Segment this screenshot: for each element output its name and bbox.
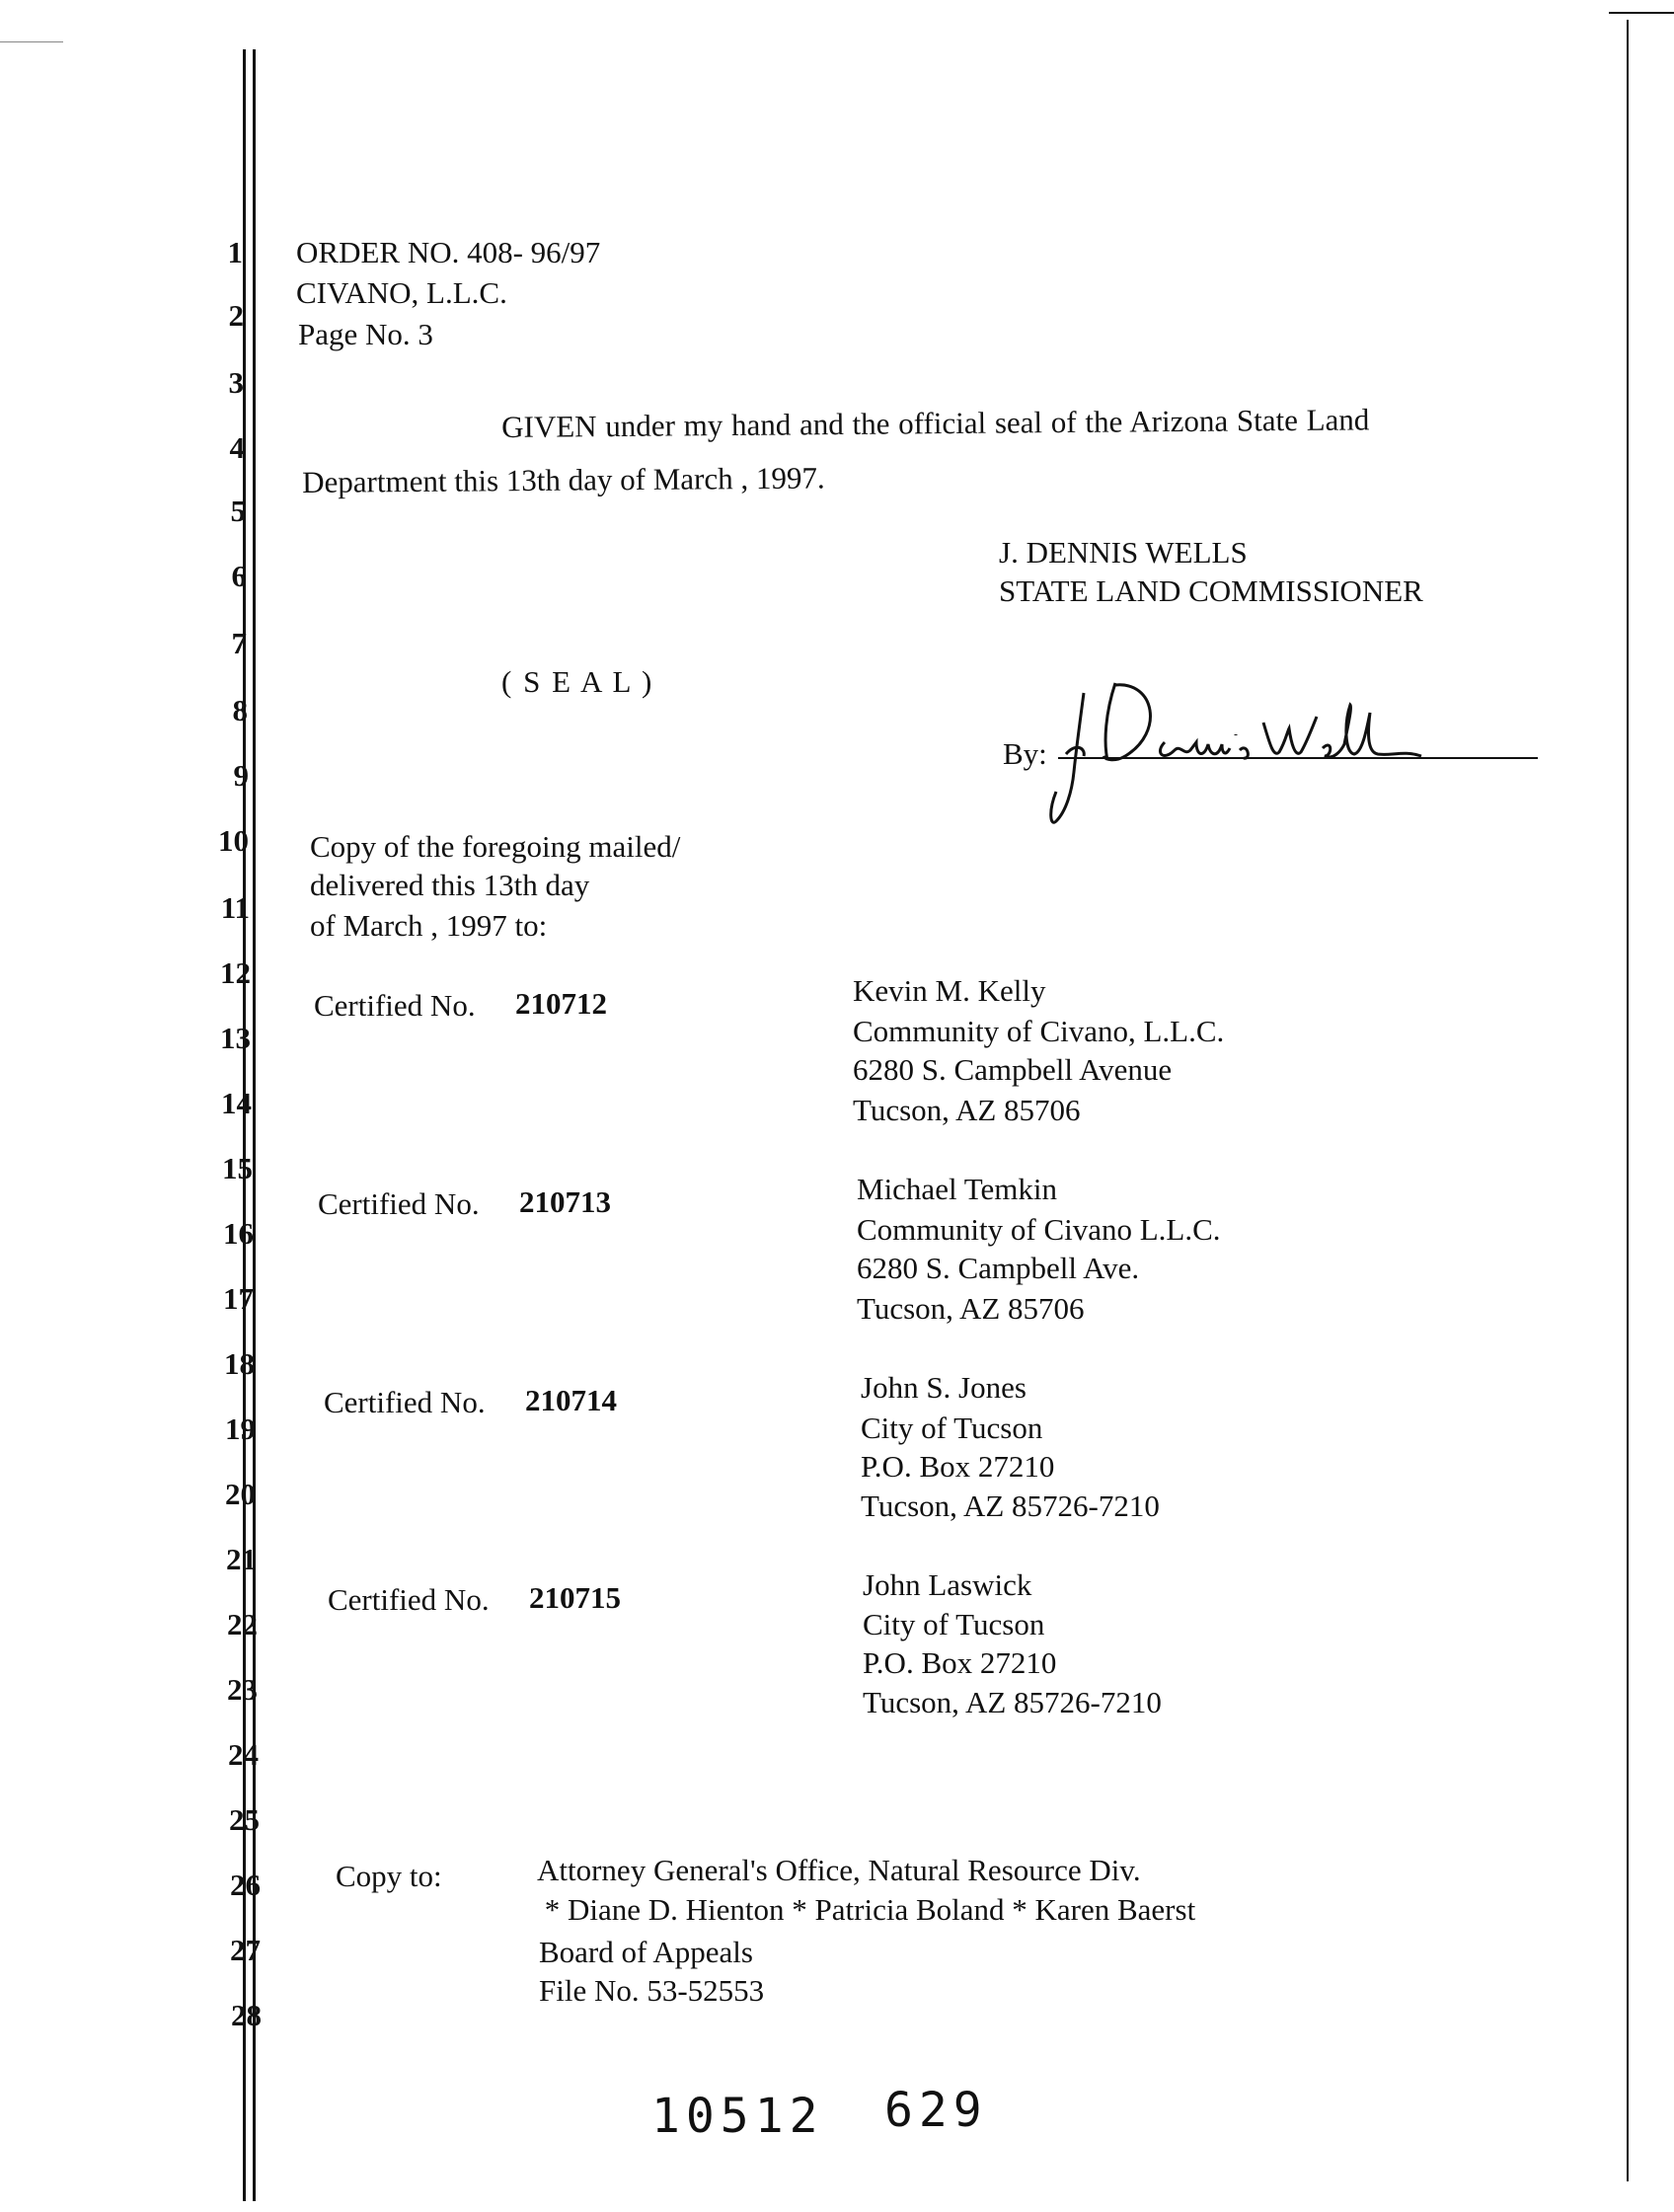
recipient-organization: City of Tucson: [861, 1411, 1043, 1445]
copy-notice-line-2: delivered this 13th day: [310, 868, 590, 902]
certified-number: 210715: [529, 1580, 621, 1615]
copy-to-line: Board of Appeals: [539, 1935, 753, 1969]
line-number: 28: [231, 1998, 262, 2032]
signatory-name: J. DENNIS WELLS: [999, 535, 1248, 570]
copy-notice-line-3: of March , 1997 to:: [310, 908, 548, 943]
recipient-city: Tucson, AZ 85726-7210: [863, 1685, 1162, 1719]
line-number: 12: [220, 955, 251, 990]
line-number: 19: [225, 1411, 256, 1446]
recipient-name: John S. Jones: [861, 1370, 1027, 1405]
scan-mark-right: [1609, 12, 1674, 14]
line-number: 23: [227, 1672, 258, 1707]
given-line-1: GIVEN under my hand and the official seal of the Arizona State Land: [501, 402, 1370, 444]
recipient-name: John Laswick: [863, 1567, 1032, 1602]
recipient-name: Michael Temkin: [857, 1172, 1058, 1206]
line-number: 10: [218, 823, 249, 858]
recipient-city: Tucson, AZ 85726-7210: [861, 1488, 1160, 1523]
signature-image: [1036, 673, 1451, 841]
line-number: 18: [224, 1346, 255, 1381]
line-number: 16: [223, 1216, 254, 1251]
scan-mark-left: [0, 41, 63, 42]
line-number: 14: [221, 1086, 252, 1120]
page-number: Page No. 3: [298, 317, 433, 351]
recipient-street: P.O. Box 27210: [861, 1449, 1055, 1484]
recipient-name: Kevin M. Kelly: [853, 973, 1046, 1008]
line-number: 26: [230, 1868, 261, 1902]
recipient-city: Tucson, AZ 85706: [857, 1291, 1085, 1326]
copy-notice-line-1: Copy of the foregoing mailed/: [310, 829, 681, 864]
line-number: 4: [229, 430, 245, 465]
line-number: 2: [228, 298, 244, 333]
certified-label: Certified No.: [328, 1582, 490, 1617]
recipient-organization: City of Tucson: [863, 1607, 1045, 1641]
line-number: 22: [227, 1607, 258, 1641]
copy-to-label: Copy to:: [336, 1859, 442, 1893]
line-number: 6: [231, 559, 247, 593]
recipient-street: 6280 S. Campbell Ave.: [857, 1251, 1140, 1285]
recipient-city: Tucson, AZ 85706: [853, 1093, 1081, 1127]
certified-number: 210714: [525, 1383, 617, 1417]
line-number: 25: [229, 1802, 260, 1837]
line-number: 13: [220, 1021, 251, 1055]
certified-number: 210712: [515, 986, 607, 1021]
certified-number: 210713: [519, 1184, 611, 1219]
line-number: 21: [226, 1542, 257, 1576]
recording-book-number: 10512: [651, 2089, 824, 2144]
line-number: 20: [225, 1477, 256, 1511]
order-number: ORDER NO. 408- 96/97: [296, 235, 601, 269]
line-number: 24: [228, 1737, 259, 1772]
recipient-organization: Community of Civano, L.L.C.: [853, 1014, 1225, 1048]
copy-to-line: Attorney General's Office, Natural Resource Div.: [537, 1853, 1141, 1887]
seal-placeholder: ( S E A L ): [501, 664, 654, 699]
recipient-street: 6280 S. Campbell Avenue: [853, 1052, 1173, 1087]
copy-to-line: * Diane D. Hienton * Patricia Boland * Karen Baerst: [537, 1892, 1196, 1927]
signatory-title: STATE LAND COMMISSIONER: [999, 573, 1423, 608]
line-number: 8: [232, 693, 248, 727]
line-number: 1: [227, 235, 243, 269]
line-number: 17: [223, 1281, 254, 1316]
line-number: 5: [230, 494, 246, 528]
recipient-organization: Community of Civano L.L.C.: [857, 1212, 1221, 1247]
given-line-2: Department this 13th day of March , 1997.: [302, 460, 825, 499]
line-number: 15: [222, 1151, 253, 1185]
line-number: 3: [228, 365, 244, 400]
line-number: 11: [220, 890, 250, 925]
by-label: By:: [1003, 736, 1047, 771]
recording-page-number: 629: [884, 2083, 988, 2138]
line-number: 7: [231, 626, 247, 660]
right-margin-rule: [1627, 20, 1629, 2181]
copy-to-line: File No. 53-52553: [539, 1973, 765, 2008]
certified-label: Certified No.: [318, 1186, 480, 1221]
recipient-street: P.O. Box 27210: [863, 1645, 1057, 1680]
line-number: 27: [230, 1933, 261, 1967]
certified-label: Certified No.: [324, 1385, 486, 1419]
certified-label: Certified No.: [314, 988, 476, 1023]
line-number: 9: [233, 758, 249, 793]
company-name: CIVANO, L.L.C.: [296, 275, 507, 310]
